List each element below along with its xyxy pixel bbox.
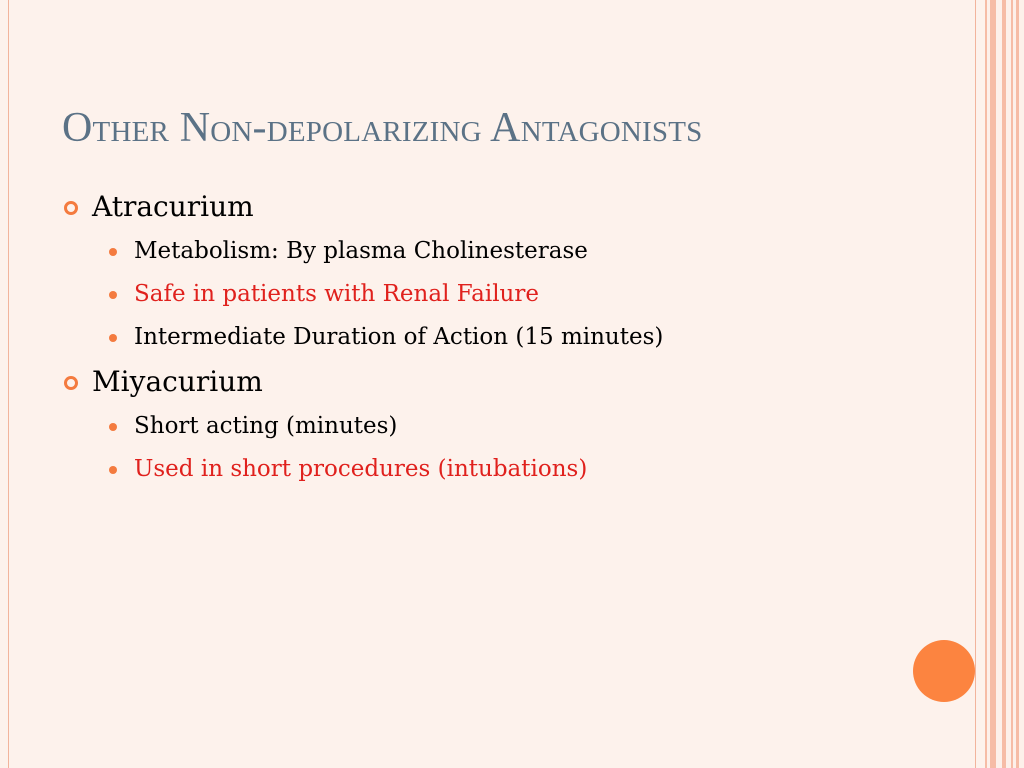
dot-bullet-icon xyxy=(109,248,117,256)
sub-bullet-text: Used in short procedures (intubations) xyxy=(134,456,588,482)
slide-title: Other Non-depolarizing Antagonists xyxy=(62,105,703,151)
sub-bullet-item xyxy=(62,405,942,448)
sub-bullet-text: Metabolism: By plasma Cholinesterase xyxy=(134,238,588,264)
bullet-list xyxy=(62,184,942,491)
sub-bullet-item-highlighted xyxy=(62,273,942,316)
ring-bullet-icon xyxy=(64,376,78,390)
bullet-text: Miyacurium xyxy=(92,365,263,398)
bullet-item xyxy=(62,184,942,230)
sub-bullet-text: Safe in patients with Renal Failure xyxy=(134,281,539,307)
bullet-item xyxy=(62,359,942,405)
decorative-stripe xyxy=(985,0,987,768)
decorative-stripe xyxy=(990,0,996,768)
dot-bullet-icon xyxy=(109,423,117,431)
ring-bullet-icon xyxy=(64,201,78,215)
decorative-stripe xyxy=(1016,0,1019,768)
bullet-text: Atracurium xyxy=(92,190,254,223)
decorative-orange-circle xyxy=(913,640,975,702)
dot-bullet-icon xyxy=(109,291,117,299)
decorative-stripe xyxy=(1002,0,1006,768)
dot-bullet-icon xyxy=(109,334,117,342)
sub-bullet-item-highlighted xyxy=(62,448,942,491)
sub-bullet-item xyxy=(62,230,942,273)
sub-bullet-text: Short acting (minutes) xyxy=(134,413,398,439)
sub-bullet-item xyxy=(62,316,942,359)
decorative-stripe xyxy=(1011,0,1013,768)
sub-bullet-text: Intermediate Duration of Action (15 minutes) xyxy=(134,324,664,350)
dot-bullet-icon xyxy=(109,466,117,474)
